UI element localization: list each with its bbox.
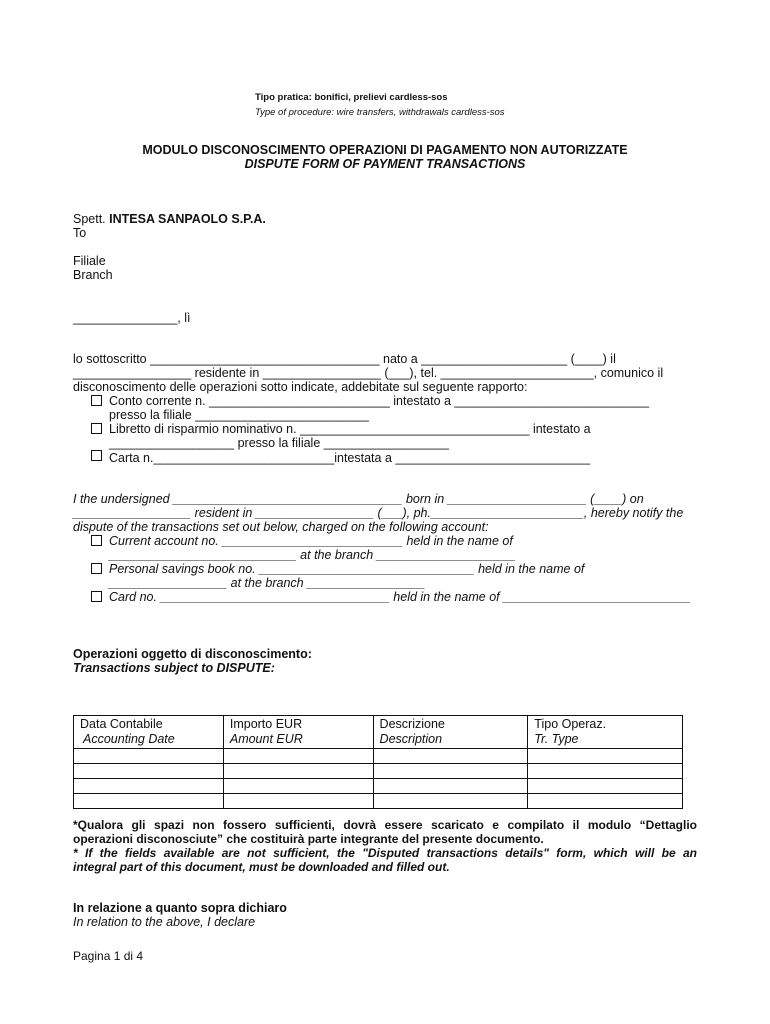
note-it-line2: operazioni disconosciute” che costituirà parte integrante del presente documento. xyxy=(73,832,544,846)
table-header-row xyxy=(74,716,683,749)
to-label: To xyxy=(73,226,87,240)
table-cell[interactable] xyxy=(528,779,683,794)
page-number: Pagina 1 di 4 xyxy=(73,949,144,963)
transactions-heading-it: Operazioni oggetto di disconoscimento: xyxy=(73,647,312,661)
column-header xyxy=(223,716,373,749)
transactions-table xyxy=(73,715,683,809)
en-option-current-account-branch[interactable]: ___________________________ at the branch ____________________ xyxy=(109,548,516,562)
place-date-field[interactable]: _______________, lì xyxy=(73,311,191,325)
transactions-heading-en: Transactions subject to DISPUTE: xyxy=(73,661,275,675)
table-cell[interactable] xyxy=(223,794,373,809)
en-option-savings-book[interactable]: Personal savings book no. _______________________________ held in the name of xyxy=(109,562,585,576)
column-header-it: Descrizione xyxy=(379,717,445,731)
table-row xyxy=(74,794,683,809)
en-dispute-line: dispute of the transactions set out below, charged on the following account: xyxy=(73,520,489,534)
declaration-en: In relation to the above, I declare xyxy=(73,915,256,929)
table-cell[interactable] xyxy=(373,779,528,794)
form-title-en: DISPUTE FORM OF PAYMENT TRANSACTIONS xyxy=(244,157,526,171)
column-header xyxy=(373,716,528,749)
column-header-it: Importo EUR xyxy=(229,717,303,731)
declaration-it: In relazione a quanto sopra dichiaro xyxy=(73,901,287,915)
procedure-type-it: Tipo pratica: bonifici, prelievi cardless-sos xyxy=(255,92,448,103)
table-row xyxy=(74,764,683,779)
table-cell[interactable] xyxy=(74,794,224,809)
en-undersigned-line[interactable]: I the undersigned _________________________________ born in ____________________ (____) on xyxy=(73,492,644,506)
branch-label: Branch xyxy=(73,268,113,282)
table-cell[interactable] xyxy=(528,794,683,809)
table-cell[interactable] xyxy=(528,764,683,779)
it-option-libretto-branch[interactable]: __________________ presso la filiale __________________ xyxy=(109,436,449,450)
spett-prefix: Spett. xyxy=(73,212,110,226)
en-residence-line[interactable]: _________________ resident in _________________ (___), ph.______________________, hereby notify the xyxy=(73,506,684,520)
column-header-en: Amount EUR xyxy=(229,732,303,746)
column-header-en: Description xyxy=(379,732,443,746)
table-cell[interactable] xyxy=(74,749,224,764)
table-cell[interactable] xyxy=(223,764,373,779)
column-header-en: Tr. Type xyxy=(534,732,579,746)
table-cell[interactable] xyxy=(223,749,373,764)
note-it-line1: *Qualora gli spazi non fossero sufficienti, dovrà essere scaricato e compilato il modulo “Dettaglio xyxy=(73,818,697,832)
table-cell[interactable] xyxy=(373,749,528,764)
table-cell[interactable] xyxy=(373,764,528,779)
column-header-en: Accounting Date xyxy=(80,732,175,746)
en-option-current-account[interactable]: Current account no. __________________________ held in the name of xyxy=(109,534,513,548)
it-option-carta[interactable]: Carta n.__________________________intestata a ____________________________ xyxy=(109,451,591,465)
column-header xyxy=(528,716,683,749)
table-row xyxy=(74,749,683,764)
checkbox-libretto[interactable] xyxy=(91,423,102,434)
note-en-line2: integral part of this document, must be downloaded and filled out. xyxy=(73,860,450,874)
it-option-libretto[interactable]: Libretto di risparmio nominativo n. _________________________________ intestato a xyxy=(109,422,591,436)
it-undersigned-line[interactable]: lo sottoscritto _________________________________ nato a _____________________ (____) il xyxy=(73,352,616,366)
form-title-it: MODULO DISCONOSCIMENTO OPERAZIONI DI PAGAMENTO NON AUTORIZZATE xyxy=(142,143,628,157)
table-cell[interactable] xyxy=(223,779,373,794)
it-dispute-line: disconoscimento delle operazioni sotto indicate, addebitate sul seguente rapporto: xyxy=(73,380,528,394)
it-option-conto-corrente-branch[interactable]: presso la filiale _________________________ xyxy=(109,408,369,422)
checkbox-carta[interactable] xyxy=(91,450,102,461)
table-row xyxy=(74,779,683,794)
column-header xyxy=(74,716,224,749)
column-header-it: Data Contabile xyxy=(80,717,163,731)
it-residence-line[interactable]: _________________ residente in _________________ (___), tel. ______________________, comunico il xyxy=(73,366,664,380)
en-option-card[interactable]: Card no. _________________________________ held in the name of ___________________________ xyxy=(109,590,691,604)
checkbox-savings-book[interactable] xyxy=(91,563,102,574)
table-cell[interactable] xyxy=(74,779,224,794)
column-header-it: Tipo Operaz. xyxy=(534,717,607,731)
checkbox-card[interactable] xyxy=(91,591,102,602)
filiale-label: Filiale xyxy=(73,254,106,268)
procedure-type-en: Type of procedure: wire transfers, withdrawals cardless-sos xyxy=(255,107,505,118)
checkbox-current-account[interactable] xyxy=(91,535,102,546)
en-option-savings-book-branch[interactable]: _________________ at the branch _________________ xyxy=(109,576,426,590)
table-cell[interactable] xyxy=(373,794,528,809)
note-en-line1: * If the fields available are not sufficient, the "Disputed transactions details" form, which will be an xyxy=(73,846,697,860)
table-cell[interactable] xyxy=(528,749,683,764)
checkbox-conto-corrente[interactable] xyxy=(91,395,102,406)
it-option-conto-corrente[interactable]: Conto corrente n. __________________________ intestato a ____________________________ xyxy=(109,394,650,408)
table-cell[interactable] xyxy=(74,764,224,779)
bank-name: INTESA SANPAOLO S.P.A. xyxy=(109,212,266,226)
addressee-line xyxy=(73,212,266,226)
